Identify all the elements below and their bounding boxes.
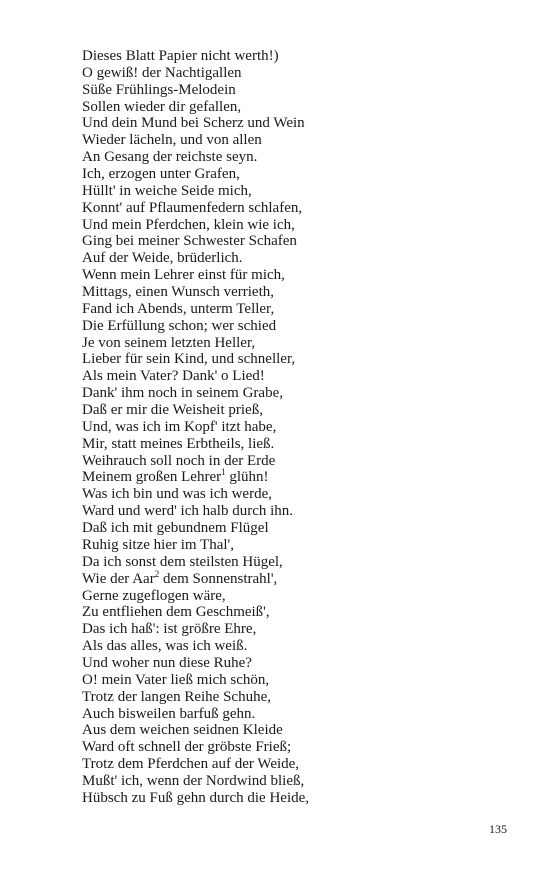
poem-line	[82, 469, 309, 486]
poem-line-text: Ward oft schnell der gröbste Frieß;	[82, 739, 292, 756]
poem-line-text: O gewiß! der Nachtigallen	[82, 64, 242, 81]
poem-line	[82, 284, 309, 301]
poem-line	[82, 368, 309, 385]
poem-line	[82, 132, 309, 149]
poem-line-text: Aus dem weichen seidnen Kleide	[82, 722, 283, 739]
poem-line-text: Mir, statt meines Erbtheils, ließ.	[82, 435, 275, 452]
poem-line-text: Gerne zugeflogen wäre,	[82, 587, 226, 604]
poem-line-text: Trotz der langen Reihe Schuhe,	[82, 688, 271, 705]
poem-line-text: Weihrauch soll noch in der Erde	[82, 452, 276, 469]
poem-line-text: Und, was ich im Kopf' itzt habe,	[82, 418, 277, 435]
poem-line	[82, 486, 309, 503]
poem-text	[82, 48, 309, 807]
page-number: 135	[489, 822, 507, 836]
poem-line	[82, 250, 309, 267]
poem-line	[82, 267, 309, 284]
poem-line	[82, 301, 309, 318]
poem-line	[82, 351, 309, 368]
poem-line-text: Daß ich mit gebundnem Flügel	[82, 520, 269, 537]
poem-line	[82, 419, 309, 436]
footnote-marker: 1	[221, 467, 226, 478]
poem-line-text: Hüllt' in weiche Seide mich,	[82, 182, 252, 199]
poem-line-text: Auf der Weide, brüderlich.	[82, 250, 243, 267]
poem-line	[82, 638, 309, 655]
poem-line-text: Wie der Aar	[82, 570, 155, 587]
poem-line-text: Und woher nun diese Ruhe?	[82, 654, 252, 671]
poem-line	[82, 554, 309, 571]
poem-line-text: An Gesang der reichste seyn.	[82, 149, 258, 166]
poem-line	[82, 722, 309, 739]
poem-line	[82, 621, 309, 638]
poem-line	[82, 65, 309, 82]
poem-line-text: Auch bisweilen barfuß gehn.	[82, 705, 256, 722]
poem-line-text: Meinem großen Lehrer	[82, 469, 222, 486]
poem-line-text: Als das alles, was ich weiß.	[82, 638, 248, 655]
poem-line	[82, 739, 309, 756]
poem-line-text: Wieder lächeln, und von allen	[82, 132, 262, 149]
poem-line	[82, 99, 309, 116]
poem-line	[82, 149, 309, 166]
poem-line-text: Dank' ihm noch in seinem Grabe,	[82, 385, 283, 402]
poem-line	[82, 335, 309, 352]
poem-line	[82, 604, 309, 621]
poem-line-text: Fand ich Abends, unterm Teller,	[82, 300, 275, 317]
poem-line-text: Dieses Blatt Papier nicht werth!)	[82, 48, 279, 64]
poem-line	[82, 520, 309, 537]
poem-line	[82, 706, 309, 723]
footnote-marker: 2	[154, 568, 160, 579]
poem-line-text-continued: dem Sonnenstrahl',	[159, 570, 278, 587]
poem-line-text: Mittags, einen Wunsch verrieth,	[82, 284, 274, 301]
poem-line-text: Zu entfliehen dem Geschmeiß',	[82, 604, 270, 621]
poem-line-text: Und mein Pferdchen, klein wie ich,	[82, 216, 295, 233]
poem-line-text: Daß er mir die Weisheit prieß,	[82, 402, 263, 419]
poem-line	[82, 402, 309, 419]
poem-line	[82, 48, 309, 65]
poem-line	[82, 773, 309, 790]
poem-line	[82, 568, 309, 588]
poem-line	[82, 217, 309, 234]
poem-line-text: Konnt' auf Pflaumenfedern schlafen,	[82, 199, 303, 216]
poem-line-text: Ward und werd' ich halb durch ihn.	[82, 503, 294, 520]
poem-line	[82, 655, 309, 672]
poem-line	[82, 115, 309, 132]
poem-line	[82, 588, 309, 605]
poem-line-text: Je von seinem letzten Heller,	[82, 334, 256, 351]
poem-line-text: Das ich haß': ist größre Ehre,	[82, 621, 257, 638]
poem-line-text: Sollen wieder dir gefallen,	[82, 98, 242, 115]
poem-line-text-continued: glühn!	[225, 469, 269, 486]
poem-line	[82, 166, 309, 183]
poem-line-text: Ruhig sitze hier im Thal',	[82, 536, 234, 553]
poem-line-text: Als mein Vater? Dank' o Lied!	[82, 368, 265, 385]
poem-line	[82, 233, 309, 250]
poem-line-text: Und dein Mund bei Scherz und Wein	[82, 115, 305, 132]
poem-line	[82, 318, 309, 335]
poem-line-text: Die Erfüllung schon; wer schied	[82, 317, 277, 334]
poem-line-text: Wenn mein Lehrer einst für mich,	[82, 267, 285, 284]
poem-line-text: Da ich sonst dem steilsten Hügel,	[82, 553, 283, 570]
poem-line	[82, 503, 309, 520]
poem-line-text: Was ich bin und was ich werde,	[82, 486, 272, 503]
poem-line	[82, 790, 309, 807]
poem-line	[82, 82, 309, 99]
poem-line	[82, 385, 309, 402]
poem-line-text: Ging bei meiner Schwester Schafen	[82, 233, 297, 250]
poem-line	[82, 756, 309, 773]
poem-line	[82, 537, 309, 554]
poem-line	[82, 200, 309, 217]
poem-line-text: Hübsch zu Fuß gehn durch die Heide,	[82, 789, 310, 806]
poem-line	[82, 453, 309, 470]
poem-line	[82, 183, 309, 200]
poem-line	[82, 436, 309, 453]
poem-line	[82, 672, 309, 689]
poem-line-text: Süße Frühlings-Melodein	[82, 81, 236, 98]
poem-line-text: O! mein Vater ließ mich schön,	[82, 671, 270, 688]
poem-line-text: Trotz dem Pferdchen auf der Weide,	[82, 756, 300, 773]
poem-line-text: Lieber für sein Kind, und schneller,	[82, 351, 296, 368]
poem-line-text: Mußt' ich, wenn der Nordwind bließ,	[82, 772, 305, 789]
poem-line	[82, 689, 309, 706]
poem-line-text: Ich, erzogen unter Grafen,	[82, 166, 240, 183]
